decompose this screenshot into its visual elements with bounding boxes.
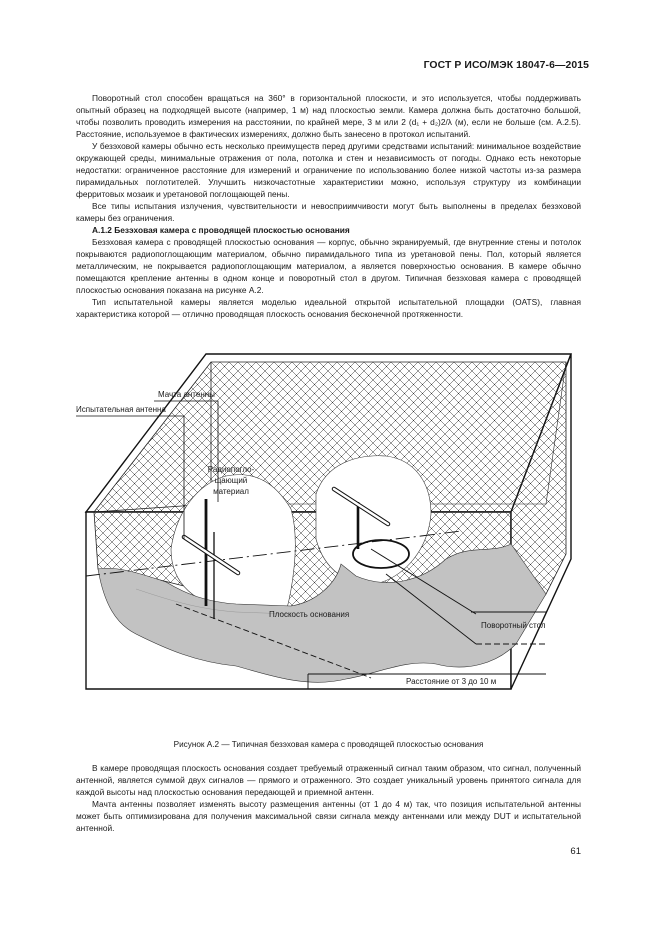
paragraph: Тип испытательной камеры является моделью идеальной открытой испытательной площадки (OATS), главная характеристика которой — отлично проводящая плоскость основания бесконечной протяженности. [76, 297, 581, 319]
paragraph: У безэховой камеры обычно есть несколько преимуществ перед другими средствами испытаний: минимальное воздействие окружающей среды, минимальные отражения от пола, потолка и стен и независимость от погоды. Однако есть некоторые недостатки: ограниченное расстояние для измерений и ограничение по использованию более низкой частоты из-за размера пирамидальных поглотителей. Улучшить низкочастотные характеристики можно, используя структуру из комбинации ферритовых мозаик и уретановой поглощающей пены. [76, 141, 581, 199]
label-absorber: щающий [214, 476, 248, 485]
label-antenna-mast: Мачта антенны [158, 390, 215, 399]
label-turntable: Поворотный стол [481, 621, 546, 630]
label-absorber: Радиопогло- [207, 465, 255, 474]
body-text-top [76, 92, 581, 320]
figure-anechoic-chamber [76, 344, 581, 724]
paragraph: Мачта антенны позволяет изменять высоту размещения антенны (от 1 до 4 м) так, что позиция испытательной антенны может быть оптимизирована для получения максимальной связи сигнала между антеннами или между DUT и испытательной антенной. [76, 799, 581, 833]
paragraph: В камере проводящая плоскость основания создает требуемый отраженный сигнал таким образом, что сигнал, полученный антенной, является суммой двух сигналов — прямого и отраженного. Это создает уникальный уровень принятого сигнала для каждой высоты над плоскостью основания передающей и приемной антенн. [76, 763, 581, 797]
paragraph: Все типы испытания излучения, чувствительности и невосприимчивости могут быть выполнены в пределах безэховой камеры без ограничения. [76, 201, 581, 223]
label-ground-plane: Плоскость основания [269, 610, 350, 619]
label-absorber: материал [213, 487, 249, 496]
document-header: ГОСТ Р ИСО/МЭК 18047-6—2015 [423, 60, 589, 71]
paragraph: Поворотный стол способен вращаться на 360° в горизонтальной плоскости, и это используется, чтобы поддерживать опытный образец на подходящей высоте (например, 1 м) над плоскостью земли. Камера должна быть достаточно большой, чтобы позволить проводить измерения на расстоянии, по крайней мере, 3 м или 2 (d₁ + d₂)2/λ (м), если не больше (см. А.2.5). Расстояние, используемое в фактических измерениях, должно быть занесено в протокол испытаний. [76, 93, 581, 139]
label-test-antenna: Испытательная антенна [76, 405, 166, 414]
figure-caption: Рисунок А.2 — Типичная безэховая камера с проводящей плоскостью основания [173, 740, 484, 749]
label-distance: Расстояние от 3 до 10 м [406, 677, 497, 686]
paragraph: Безэховая камера с проводящей плоскостью основания — корпус, обычно экранируемый, где внутренние стены и потолок покрываются радиопоглощающим материалом, обычно пирамидального типа из уретановой пены. Пол, который является металлическим, не покрывается радиопоглощающим материалом, а является поверхностью основания. В камере обычно помещаются крепление антенны в одном конце и поворотный стол в другом. Типичная безэховая камера с проводящей плоскостью основания показана на рисунке А.2. [76, 237, 581, 295]
chamber-illustration [76, 344, 581, 724]
body-text-bottom [76, 762, 581, 834]
page-number: 61 [570, 846, 581, 857]
section-heading: А.1.2 Безэховая камера с проводящей плоскостью основания [92, 225, 350, 235]
